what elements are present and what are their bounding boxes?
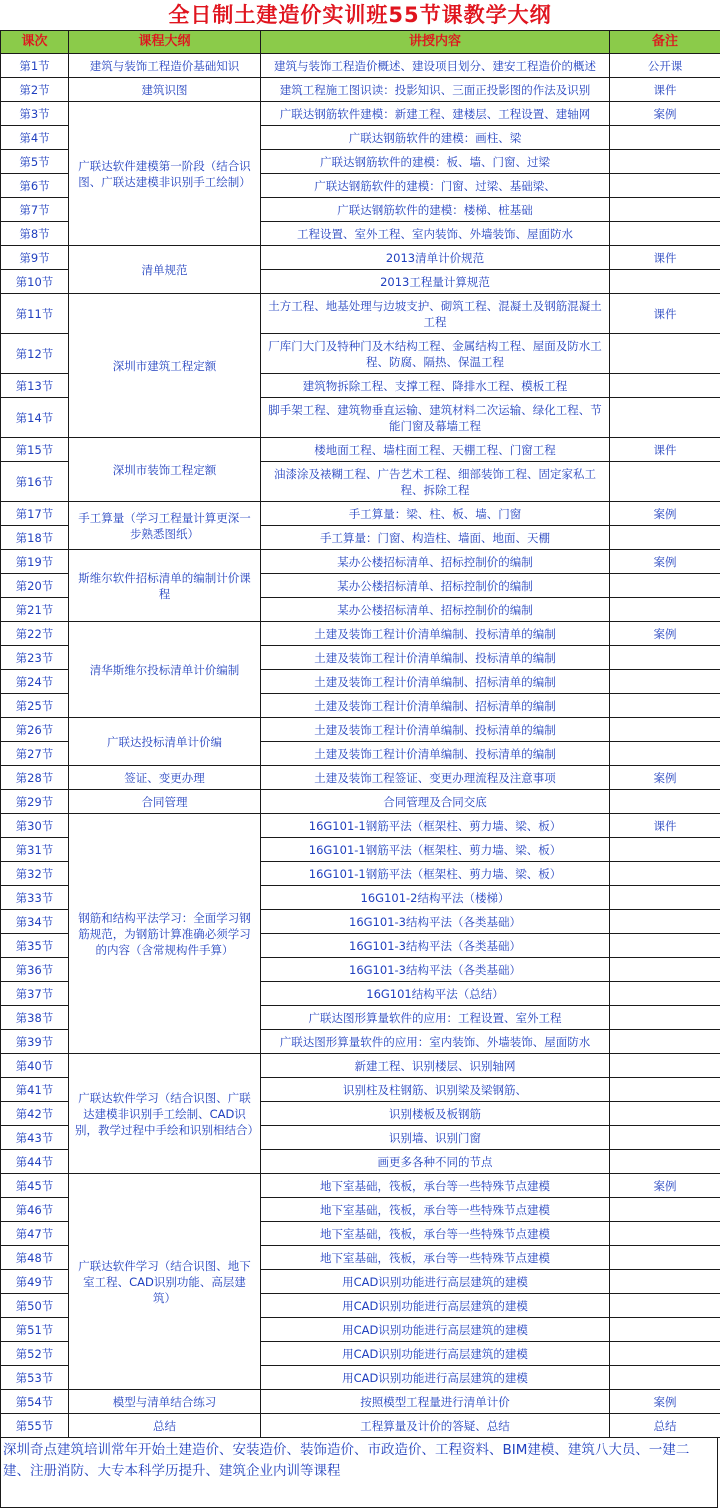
content-cell: 广联达图形算量软件的应用：工程设置、室外工程 (261, 1006, 610, 1030)
content-cell: 土建及装饰工程计价清单编制、投标清单的编制 (261, 718, 610, 742)
footer-advert: 深圳奇点建筑培训常年开始土建造价、安装造价、装饰造价、市政造价、工程资料、BIM建模、建筑八大员、一建二建、注册消防、大专本科学历提升、建筑企业内训等课程 (0, 1438, 718, 1508)
table-row (1, 766, 720, 790)
session-cell: 第53节 (1, 1366, 69, 1390)
note-cell (610, 1270, 720, 1294)
session-cell: 第29节 (1, 790, 69, 814)
content-cell: 工程算量及计价的答疑、总结 (261, 1414, 610, 1438)
table-row (1, 718, 720, 742)
note-cell: 案例 (610, 1174, 720, 1198)
note-cell (610, 742, 720, 766)
content-cell: 画更多各种不同的节点 (261, 1150, 610, 1174)
session-cell: 第48节 (1, 1246, 69, 1270)
note-cell (610, 790, 720, 814)
content-cell: 广联达钢筋软件的建模：板、墙、门窗、过梁 (261, 150, 610, 174)
session-cell: 第12节 (1, 334, 69, 374)
page-title: 全日制土建造价实训班55节课教学大纲 (168, 3, 552, 27)
session-cell: 第13节 (1, 374, 69, 398)
table-header-row (1, 31, 720, 54)
header-session: 课次 (1, 31, 69, 54)
note-cell (610, 718, 720, 742)
session-cell: 第52节 (1, 1342, 69, 1366)
session-cell: 第14节 (1, 398, 69, 438)
content-cell: 广联达钢筋软件建模：新建工程、建楼层、工程设置、建轴网 (261, 102, 610, 126)
session-cell: 第39节 (1, 1030, 69, 1054)
session-cell: 第10节 (1, 270, 69, 294)
table-body (1, 54, 720, 1438)
note-cell: 课件 (610, 438, 720, 462)
content-cell: 楼地面工程、墙柱面工程、天棚工程、门窗工程 (261, 438, 610, 462)
note-cell (610, 982, 720, 1006)
note-cell (610, 886, 720, 910)
table-row (1, 102, 720, 126)
header-note: 备注 (610, 31, 720, 54)
session-cell: 第44节 (1, 1150, 69, 1174)
note-cell (610, 526, 720, 550)
table-row (1, 78, 720, 102)
session-cell: 第7节 (1, 198, 69, 222)
note-cell: 课件 (610, 294, 720, 334)
content-cell: 工程设置、室外工程、室内装饰、外墙装饰、屋面防水 (261, 222, 610, 246)
note-cell: 公开课 (610, 54, 720, 78)
session-cell: 第38节 (1, 1006, 69, 1030)
content-cell: 16G101-1钢筋平法（框架柱、剪力墙、梁、板） (261, 862, 610, 886)
content-cell: 土建及装饰工程计价清单编制、投标清单的编制 (261, 742, 610, 766)
note-cell (610, 1126, 720, 1150)
header-module: 课程大纲 (69, 31, 261, 54)
note-cell (610, 1246, 720, 1270)
session-cell: 第32节 (1, 862, 69, 886)
content-cell: 用CAD识别功能进行高层建筑的建模 (261, 1270, 610, 1294)
content-cell: 广联达图形算量软件的应用：室内装饰、外墙装饰、屋面防水 (261, 1030, 610, 1054)
session-cell: 第37节 (1, 982, 69, 1006)
note-cell (610, 1342, 720, 1366)
table-row (1, 438, 720, 462)
module-cell: 模型与清单结合练习 (69, 1390, 261, 1414)
content-cell: 某办公楼招标清单、招标控制价的编制 (261, 550, 610, 574)
content-cell: 2013清单计价规范 (261, 246, 610, 270)
session-cell: 第2节 (1, 78, 69, 102)
session-cell: 第3节 (1, 102, 69, 126)
note-cell (610, 334, 720, 374)
table-row (1, 550, 720, 574)
note-cell (610, 1222, 720, 1246)
session-cell: 第31节 (1, 838, 69, 862)
content-cell: 油漆涂及裱糊工程、广告艺术工程、细部装饰工程、固定家私工程、拆除工程 (261, 462, 610, 502)
session-cell: 第17节 (1, 502, 69, 526)
session-cell: 第42节 (1, 1102, 69, 1126)
session-cell: 第34节 (1, 910, 69, 934)
content-cell: 地下室基础，筏板，承台等一些特殊节点建模 (261, 1198, 610, 1222)
note-cell (610, 198, 720, 222)
session-cell: 第49节 (1, 1270, 69, 1294)
note-cell: 课件 (610, 814, 720, 838)
content-cell: 用CAD识别功能进行高层建筑的建模 (261, 1318, 610, 1342)
session-cell: 第46节 (1, 1198, 69, 1222)
table-row (1, 246, 720, 270)
note-cell (610, 910, 720, 934)
content-cell: 手工算量：梁、柱、板、墙、门窗 (261, 502, 610, 526)
content-cell: 土建及装饰工程计价清单编制、投标清单的编制 (261, 622, 610, 646)
module-cell: 深圳市装饰工程定额 (69, 438, 261, 502)
content-cell: 地下室基础，筏板，承台等一些特殊节点建模 (261, 1222, 610, 1246)
module-cell: 总结 (69, 1414, 261, 1438)
session-cell: 第40节 (1, 1054, 69, 1078)
note-cell (610, 1078, 720, 1102)
header-content: 讲授内容 (261, 31, 610, 54)
module-cell: 签证、变更办理 (69, 766, 261, 790)
content-cell: 用CAD识别功能进行高层建筑的建模 (261, 1294, 610, 1318)
syllabus-table (0, 30, 720, 1438)
module-cell: 广联达软件建模第一阶段（结合识图、广联达建模非识别手工绘制） (69, 102, 261, 246)
session-cell: 第8节 (1, 222, 69, 246)
content-cell: 广联达钢筋软件的建模：门窗、过梁、基础梁、 (261, 174, 610, 198)
note-cell: 总结 (610, 1414, 720, 1438)
content-cell: 地下室基础，筏板，承台等一些特殊节点建模 (261, 1246, 610, 1270)
note-cell (610, 150, 720, 174)
session-cell: 第55节 (1, 1414, 69, 1438)
content-cell: 某办公楼招标清单、招标控制价的编制 (261, 598, 610, 622)
content-cell: 16G101-3结构平法（各类基础） (261, 910, 610, 934)
session-cell: 第19节 (1, 550, 69, 574)
content-cell: 地下室基础，筏板，承台等一些特殊节点建模 (261, 1174, 610, 1198)
session-cell: 第23节 (1, 646, 69, 670)
content-cell: 2013工程量计算规范 (261, 270, 610, 294)
module-cell: 清华斯维尔投标清单计价编制 (69, 622, 261, 718)
content-cell: 用CAD识别功能进行高层建筑的建模 (261, 1366, 610, 1390)
content-cell: 按照模型工程量进行清单计价 (261, 1390, 610, 1414)
note-cell (610, 398, 720, 438)
note-cell (610, 1054, 720, 1078)
session-cell: 第36节 (1, 958, 69, 982)
note-cell: 案例 (610, 622, 720, 646)
session-cell: 第54节 (1, 1390, 69, 1414)
content-cell: 手工算量：门窗、构造柱、墙面、地面、天棚 (261, 526, 610, 550)
module-cell: 钢筋和结构平法学习：全面学习钢筋规范，为钢筋计算准确必须学习的内容（含常规构件手算） (69, 814, 261, 1054)
session-cell: 第45节 (1, 1174, 69, 1198)
table-row (1, 1174, 720, 1198)
content-cell: 某办公楼招标清单、招标控制价的编制 (261, 574, 610, 598)
note-cell (610, 838, 720, 862)
content-cell: 16G101-3结构平法（各类基础） (261, 958, 610, 982)
note-cell (610, 174, 720, 198)
session-cell: 第6节 (1, 174, 69, 198)
note-cell (610, 270, 720, 294)
note-cell (610, 598, 720, 622)
content-cell: 用CAD识别功能进行高层建筑的建模 (261, 1342, 610, 1366)
table-row (1, 502, 720, 526)
table-row (1, 1414, 720, 1438)
session-cell: 第30节 (1, 814, 69, 838)
content-cell: 新建工程、识别楼层、识别轴网 (261, 1054, 610, 1078)
content-cell: 16G101-1钢筋平法（框架柱、剪力墙、梁、板） (261, 814, 610, 838)
content-cell: 广联达钢筋软件的建模：楼梯、桩基础 (261, 198, 610, 222)
session-cell: 第9节 (1, 246, 69, 270)
module-cell: 手工算量（学习工程量计算更深一步熟悉图纸） (69, 502, 261, 550)
module-cell: 建筑识图 (69, 78, 261, 102)
module-cell: 合同管理 (69, 790, 261, 814)
module-cell: 建筑与装饰工程造价基础知识 (69, 54, 261, 78)
content-cell: 识别柱及柱钢筋、识别梁及梁钢筋、 (261, 1078, 610, 1102)
content-cell: 厂库门大门及特种门及木结构工程、金属结构工程、屋面及防水工程、防腐、隔热、保温工程 (261, 334, 610, 374)
session-cell: 第26节 (1, 718, 69, 742)
note-cell (610, 670, 720, 694)
note-cell: 案例 (610, 1390, 720, 1414)
session-cell: 第51节 (1, 1318, 69, 1342)
table-row (1, 790, 720, 814)
note-cell (610, 1198, 720, 1222)
content-cell: 16G101-3结构平法（各类基础） (261, 934, 610, 958)
table-row (1, 814, 720, 838)
note-cell: 案例 (610, 550, 720, 574)
session-cell: 第33节 (1, 886, 69, 910)
note-cell (610, 1294, 720, 1318)
table-row (1, 294, 720, 334)
note-cell (610, 1150, 720, 1174)
content-cell: 土建及装饰工程计价清单编制、投标清单的编制 (261, 646, 610, 670)
table-row (1, 1390, 720, 1414)
content-cell: 识别墙、识别门窗 (261, 1126, 610, 1150)
note-cell (610, 1030, 720, 1054)
session-cell: 第41节 (1, 1078, 69, 1102)
session-cell: 第47节 (1, 1222, 69, 1246)
note-cell (610, 934, 720, 958)
content-cell: 脚手架工程、建筑物垂直运输、建筑材料二次运输、绿化工程、节能门窗及幕墙工程 (261, 398, 610, 438)
note-cell: 案例 (610, 102, 720, 126)
session-cell: 第22节 (1, 622, 69, 646)
module-cell: 斯维尔软件招标清单的编制计价课程 (69, 550, 261, 622)
note-cell: 课件 (610, 78, 720, 102)
module-cell: 广联达投标清单计价编 (69, 718, 261, 766)
content-cell: 土建及装饰工程计价清单编制、招标清单的编制 (261, 670, 610, 694)
session-cell: 第21节 (1, 598, 69, 622)
note-cell (610, 126, 720, 150)
note-cell: 课件 (610, 246, 720, 270)
content-cell: 土建及装饰工程签证、变更办理流程及注意事项 (261, 766, 610, 790)
note-cell (610, 374, 720, 398)
session-cell: 第28节 (1, 766, 69, 790)
table-row (1, 1054, 720, 1078)
session-cell: 第15节 (1, 438, 69, 462)
content-cell: 合同管理及合同交底 (261, 790, 610, 814)
note-cell (610, 1102, 720, 1126)
note-cell (610, 1366, 720, 1390)
content-cell: 建筑物拆除工程、支撑工程、降排水工程、模板工程 (261, 374, 610, 398)
table-row (1, 54, 720, 78)
note-cell (610, 1006, 720, 1030)
note-cell: 案例 (610, 766, 720, 790)
content-cell: 广联达钢筋软件的建模：画柱、梁 (261, 126, 610, 150)
session-cell: 第4节 (1, 126, 69, 150)
content-cell: 土建及装饰工程计价清单编制、招标清单的编制 (261, 694, 610, 718)
session-cell: 第24节 (1, 670, 69, 694)
content-cell: 16G101-1钢筋平法（框架柱、剪力墙、梁、板） (261, 838, 610, 862)
content-cell: 16G101结构平法（总结） (261, 982, 610, 1006)
session-cell: 第27节 (1, 742, 69, 766)
session-cell: 第35节 (1, 934, 69, 958)
session-cell: 第1节 (1, 54, 69, 78)
session-cell: 第5节 (1, 150, 69, 174)
note-cell (610, 694, 720, 718)
session-cell: 第50节 (1, 1294, 69, 1318)
session-cell: 第43节 (1, 1126, 69, 1150)
module-cell: 深圳市建筑工程定额 (69, 294, 261, 438)
note-cell (610, 222, 720, 246)
note-cell (610, 1318, 720, 1342)
session-cell: 第16节 (1, 462, 69, 502)
module-cell: 广联达软件学习（结合识图、广联达建模非识别手工绘制、CAD识别，教学过程中手绘和识别相结合） (69, 1054, 261, 1174)
session-cell: 第20节 (1, 574, 69, 598)
note-cell (610, 862, 720, 886)
note-cell (610, 646, 720, 670)
content-cell: 16G101-2结构平法（楼梯） (261, 886, 610, 910)
session-cell: 第18节 (1, 526, 69, 550)
session-cell: 第11节 (1, 294, 69, 334)
content-cell: 建筑工程施工图识读：投影知识、三面正投影图的作法及识别 (261, 78, 610, 102)
content-cell: 识别楼板及板钢筋 (261, 1102, 610, 1126)
note-cell (610, 574, 720, 598)
note-cell: 案例 (610, 502, 720, 526)
module-cell: 清单规范 (69, 246, 261, 294)
note-cell (610, 958, 720, 982)
content-cell: 土方工程、地基处理与边坡支护、砌筑工程、混凝土及钢筋混凝土工程 (261, 294, 610, 334)
content-cell: 建筑与装饰工程造价概述、建设项目划分、建安工程造价的概述 (261, 54, 610, 78)
table-row (1, 622, 720, 646)
session-cell: 第25节 (1, 694, 69, 718)
note-cell (610, 462, 720, 502)
module-cell: 广联达软件学习（结合识图、地下室工程、CAD识别功能、高层建筑） (69, 1174, 261, 1390)
